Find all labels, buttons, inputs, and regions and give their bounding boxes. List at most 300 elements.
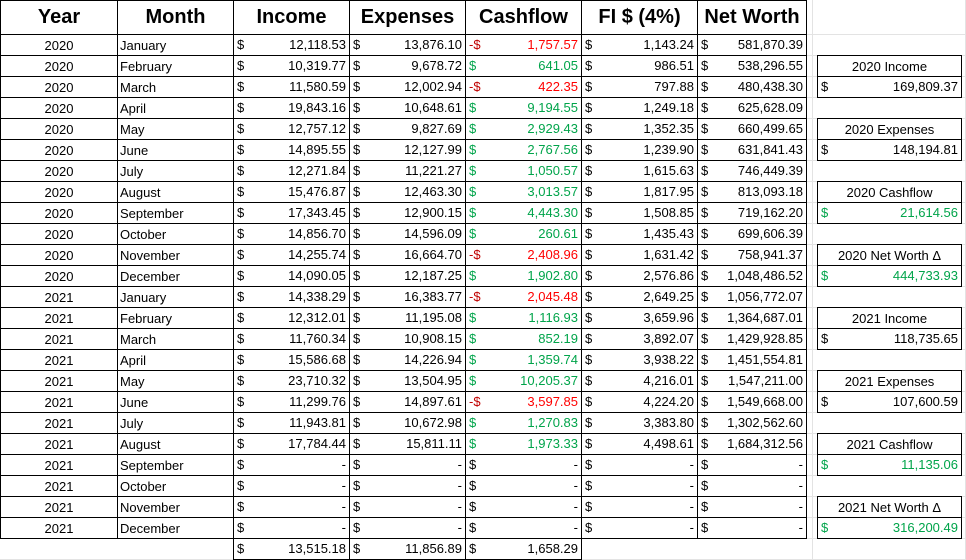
- amount: 1,451,554.81: [727, 352, 803, 367]
- cell-fi[interactable]: [582, 77, 698, 98]
- cell-income[interactable]: [234, 140, 350, 161]
- cell-income[interactable]: [234, 56, 350, 77]
- amount: 1,615.63: [643, 163, 694, 178]
- cell-income[interactable]: [234, 98, 350, 119]
- currency-symbol: $: [353, 331, 361, 346]
- cell-networth[interactable]: [698, 329, 807, 350]
- currency-symbol: -$: [469, 247, 481, 262]
- amount: 14,897.61: [404, 394, 462, 409]
- currency-symbol: $: [701, 415, 709, 430]
- summary-label[interactable]: 2021 Income: [818, 308, 962, 329]
- currency-symbol: $: [701, 226, 709, 241]
- cell-month[interactable]: February: [118, 308, 234, 329]
- amount: 15,476.87: [288, 184, 346, 199]
- cell-networth[interactable]: [698, 119, 807, 140]
- currency-symbol: $: [469, 310, 477, 325]
- cell-year[interactable]: 2020: [1, 224, 118, 245]
- cell-year[interactable]: 2021: [1, 392, 118, 413]
- cell-year[interactable]: 2021: [1, 434, 118, 455]
- currency-symbol: $: [469, 478, 477, 493]
- cell-income[interactable]: [234, 371, 350, 392]
- cell-cashflow[interactable]: [466, 350, 582, 371]
- cell-year[interactable]: 2020: [1, 140, 118, 161]
- amount: 1,973.33: [527, 436, 578, 451]
- cell-cashflow[interactable]: [466, 434, 582, 455]
- cell-networth[interactable]: [698, 245, 807, 266]
- amount: -: [798, 457, 803, 472]
- currency-symbol: $: [469, 415, 477, 430]
- cell-year[interactable]: 2020: [1, 203, 118, 224]
- cell-fi[interactable]: [582, 224, 698, 245]
- table-row: [1, 77, 807, 98]
- cell-income[interactable]: [234, 476, 350, 497]
- cell-month[interactable]: December: [118, 518, 234, 539]
- cell-month[interactable]: January: [118, 35, 234, 56]
- currency-symbol: $: [353, 121, 361, 136]
- cell-fi[interactable]: [582, 476, 698, 497]
- currency-symbol: $: [469, 352, 477, 367]
- cell-networth[interactable]: [698, 182, 807, 203]
- amount: 14,338.29: [288, 289, 346, 304]
- cell-month[interactable]: August: [118, 182, 234, 203]
- cell-income[interactable]: [234, 245, 350, 266]
- currency-symbol: $: [701, 478, 709, 493]
- cell-fi[interactable]: [582, 413, 698, 434]
- cell-expenses[interactable]: [350, 203, 466, 224]
- cell-income[interactable]: [234, 329, 350, 350]
- summary-box: [817, 307, 962, 350]
- cell-expenses[interactable]: [350, 245, 466, 266]
- cell-fi[interactable]: [582, 119, 698, 140]
- summary-label[interactable]: 2020 Income: [818, 56, 962, 77]
- cell-cashflow[interactable]: [466, 392, 582, 413]
- amount: 11,943.81: [289, 415, 346, 430]
- currency-symbol: $: [701, 142, 709, 157]
- cell-month[interactable]: October: [118, 224, 234, 245]
- amount: 2,576.86: [643, 268, 694, 283]
- amount: 10,672.98: [404, 415, 462, 430]
- currency-symbol: $: [585, 79, 593, 94]
- cell-income[interactable]: [234, 350, 350, 371]
- cell-income[interactable]: [234, 413, 350, 434]
- amount: -: [341, 478, 346, 493]
- cell-cashflow[interactable]: [466, 413, 582, 434]
- cell-cashflow[interactable]: [466, 98, 582, 119]
- cell-income[interactable]: [234, 308, 350, 329]
- cell-networth[interactable]: [698, 455, 807, 476]
- cell-month[interactable]: September: [118, 455, 234, 476]
- cell-month[interactable]: March: [118, 329, 234, 350]
- amount: 1,902.80: [527, 268, 578, 283]
- cell-expenses[interactable]: [350, 434, 466, 455]
- currency-symbol: $: [237, 520, 245, 535]
- cell-fi[interactable]: [582, 350, 698, 371]
- cell-cashflow[interactable]: [466, 182, 582, 203]
- cell-month[interactable]: September: [118, 203, 234, 224]
- cell-cashflow[interactable]: [466, 266, 582, 287]
- cell-month[interactable]: February: [118, 56, 234, 77]
- cell-income[interactable]: [234, 518, 350, 539]
- currency-symbol: $: [821, 205, 829, 220]
- currency-symbol: $: [469, 100, 477, 115]
- amount: 11,221.27: [405, 163, 462, 178]
- cell-expenses[interactable]: [350, 455, 466, 476]
- cell-year[interactable]: 2020: [1, 161, 118, 182]
- cell-year[interactable]: 2020: [1, 35, 118, 56]
- amount: 10,319.77: [288, 58, 346, 73]
- currency-symbol: $: [701, 247, 709, 262]
- table-row: [1, 371, 807, 392]
- amount: 1,757.57: [527, 37, 578, 52]
- cell-networth[interactable]: [698, 476, 807, 497]
- cell-fi[interactable]: [582, 245, 698, 266]
- cell-networth[interactable]: [698, 35, 807, 56]
- header-year[interactable]: Year: [1, 1, 118, 35]
- cell-networth[interactable]: [698, 98, 807, 119]
- cell-fi[interactable]: [582, 203, 698, 224]
- cell-fi[interactable]: [582, 371, 698, 392]
- cell-expenses[interactable]: [350, 161, 466, 182]
- currency-symbol: $: [469, 58, 477, 73]
- currency-symbol: $: [701, 394, 709, 409]
- cell-year[interactable]: 2021: [1, 476, 118, 497]
- amount: -: [573, 457, 578, 472]
- currency-symbol: $: [237, 37, 245, 52]
- empty-cell[interactable]: [118, 539, 234, 560]
- currency-symbol: $: [701, 373, 709, 388]
- cell-income[interactable]: [234, 161, 350, 182]
- cell-cashflow[interactable]: [466, 161, 582, 182]
- cell-income[interactable]: [234, 434, 350, 455]
- currency-symbol: $: [353, 79, 361, 94]
- currency-symbol: $: [353, 310, 361, 325]
- cell-fi[interactable]: [582, 56, 698, 77]
- cell-fi[interactable]: [582, 287, 698, 308]
- table-row: [1, 140, 807, 161]
- currency-symbol: $: [585, 436, 593, 451]
- cell-cashflow[interactable]: [466, 119, 582, 140]
- currency-symbol: $: [585, 331, 593, 346]
- cell-fi[interactable]: [582, 518, 698, 539]
- cell-expenses[interactable]: [350, 140, 466, 161]
- cell-expenses[interactable]: [350, 392, 466, 413]
- cell-networth[interactable]: [698, 224, 807, 245]
- cell-expenses[interactable]: [350, 308, 466, 329]
- cell-cashflow[interactable]: [466, 56, 582, 77]
- currency-symbol: $: [237, 142, 245, 157]
- cell-networth[interactable]: [698, 203, 807, 224]
- cell-year[interactable]: 2021: [1, 350, 118, 371]
- cell-cashflow[interactable]: [466, 518, 582, 539]
- avg-expenses[interactable]: [350, 539, 466, 560]
- cell-networth[interactable]: [698, 140, 807, 161]
- cell-networth[interactable]: [698, 77, 807, 98]
- cell-year[interactable]: 2020: [1, 266, 118, 287]
- cell-expenses[interactable]: [350, 119, 466, 140]
- summary-label[interactable]: 2020 Expenses: [818, 119, 962, 140]
- summary-value[interactable]: [818, 329, 962, 350]
- cell-cashflow[interactable]: [466, 497, 582, 518]
- cell-fi[interactable]: [582, 434, 698, 455]
- amount: 11,580.59: [289, 79, 346, 94]
- cell-income[interactable]: [234, 392, 350, 413]
- amount: 11,135.06: [901, 457, 958, 472]
- cell-networth[interactable]: [698, 287, 807, 308]
- cell-year[interactable]: 2021: [1, 413, 118, 434]
- avg-cashflow[interactable]: [466, 539, 582, 560]
- currency-symbol: $: [701, 58, 709, 73]
- summary-value[interactable]: [818, 140, 962, 161]
- cell-month[interactable]: July: [118, 413, 234, 434]
- header-income[interactable]: Income: [234, 1, 350, 35]
- cell-income[interactable]: [234, 497, 350, 518]
- cell-networth[interactable]: [698, 161, 807, 182]
- summary-value[interactable]: [818, 392, 962, 413]
- cell-month[interactable]: April: [118, 98, 234, 119]
- cell-year[interactable]: 2021: [1, 518, 118, 539]
- cell-fi[interactable]: [582, 98, 698, 119]
- currency-symbol: $: [353, 268, 361, 283]
- cell-year[interactable]: 2021: [1, 329, 118, 350]
- cell-expenses[interactable]: [350, 371, 466, 392]
- cell-fi[interactable]: [582, 329, 698, 350]
- cell-networth[interactable]: [698, 308, 807, 329]
- cell-cashflow[interactable]: [466, 329, 582, 350]
- amount: 1,508.85: [643, 205, 694, 220]
- currency-symbol: $: [701, 37, 709, 52]
- empty-cell[interactable]: [1, 539, 118, 560]
- cell-expenses[interactable]: [350, 518, 466, 539]
- currency-symbol: $: [585, 478, 593, 493]
- amount: 719,162.20: [737, 205, 803, 220]
- cell-month[interactable]: October: [118, 476, 234, 497]
- amount: 11,856.89: [405, 541, 462, 556]
- amount: 1,056,772.07: [727, 289, 803, 304]
- amount: 2,649.25: [643, 289, 694, 304]
- summary-label[interactable]: 2020 Cashflow: [818, 182, 962, 203]
- currency-symbol: $: [585, 457, 593, 472]
- currency-symbol: $: [353, 247, 361, 262]
- amount: 12,463.30: [404, 184, 462, 199]
- cell-expenses[interactable]: [350, 77, 466, 98]
- cell-month[interactable]: July: [118, 161, 234, 182]
- cell-expenses[interactable]: [350, 35, 466, 56]
- cell-cashflow[interactable]: [466, 35, 582, 56]
- currency-symbol: $: [585, 520, 593, 535]
- currency-symbol: $: [701, 184, 709, 199]
- currency-symbol: $: [353, 478, 361, 493]
- cell-income[interactable]: [234, 266, 350, 287]
- cell-fi[interactable]: [582, 35, 698, 56]
- currency-symbol: $: [237, 184, 245, 199]
- cell-fi[interactable]: [582, 455, 698, 476]
- cell-year[interactable]: 2021: [1, 287, 118, 308]
- amount: 14,226.94: [404, 352, 462, 367]
- cell-cashflow[interactable]: [466, 245, 582, 266]
- cell-income[interactable]: [234, 35, 350, 56]
- cell-fi[interactable]: [582, 392, 698, 413]
- cell-cashflow[interactable]: [466, 308, 582, 329]
- amount: 4,224.20: [643, 394, 694, 409]
- cell-cashflow[interactable]: [466, 476, 582, 497]
- cell-expenses[interactable]: [350, 476, 466, 497]
- cell-month[interactable]: June: [118, 140, 234, 161]
- summary-value[interactable]: [818, 203, 962, 224]
- cell-networth[interactable]: [698, 266, 807, 287]
- cell-income[interactable]: [234, 182, 350, 203]
- amount: 444,733.93: [892, 268, 958, 283]
- amount: 581,870.39: [737, 37, 803, 52]
- cell-year[interactable]: 2020: [1, 245, 118, 266]
- cell-month[interactable]: June: [118, 392, 234, 413]
- currency-symbol: $: [237, 205, 245, 220]
- summary-value[interactable]: [818, 266, 962, 287]
- cell-month[interactable]: August: [118, 434, 234, 455]
- cell-year[interactable]: 2020: [1, 77, 118, 98]
- cell-year[interactable]: 2020: [1, 98, 118, 119]
- cell-networth[interactable]: [698, 434, 807, 455]
- amount: 11,760.34: [289, 331, 346, 346]
- cell-income[interactable]: [234, 203, 350, 224]
- summary-value[interactable]: [818, 455, 962, 476]
- amount: 758,941.37: [737, 247, 803, 262]
- cell-networth[interactable]: [698, 350, 807, 371]
- cell-income[interactable]: [234, 287, 350, 308]
- currency-symbol: $: [353, 100, 361, 115]
- summary-box: [817, 55, 962, 98]
- empty-cell[interactable]: [698, 539, 807, 560]
- amount: 9,678.72: [411, 58, 462, 73]
- cell-cashflow[interactable]: [466, 203, 582, 224]
- cell-month[interactable]: March: [118, 77, 234, 98]
- cell-expenses[interactable]: [350, 497, 466, 518]
- cell-year[interactable]: 2020: [1, 182, 118, 203]
- header-fi[interactable]: FI $ (4%): [582, 1, 698, 35]
- cell-year[interactable]: 2020: [1, 119, 118, 140]
- cell-cashflow[interactable]: [466, 140, 582, 161]
- cell-cashflow[interactable]: [466, 455, 582, 476]
- cell-expenses[interactable]: [350, 56, 466, 77]
- cell-month[interactable]: May: [118, 371, 234, 392]
- summary-value[interactable]: [818, 77, 962, 98]
- empty-cell[interactable]: [582, 539, 698, 560]
- table-row: [1, 308, 807, 329]
- amount: 746,449.39: [737, 163, 803, 178]
- cell-fi[interactable]: [582, 140, 698, 161]
- currency-symbol: $: [237, 457, 245, 472]
- cell-month[interactable]: May: [118, 119, 234, 140]
- amount: 813,093.18: [737, 184, 803, 199]
- cell-fi[interactable]: [582, 266, 698, 287]
- cell-income[interactable]: [234, 77, 350, 98]
- table-row: [1, 98, 807, 119]
- cell-fi[interactable]: [582, 182, 698, 203]
- summary-label[interactable]: 2021 Expenses: [818, 371, 962, 392]
- cell-year[interactable]: 2021: [1, 497, 118, 518]
- summary-value[interactable]: [818, 518, 962, 539]
- cell-expenses[interactable]: [350, 266, 466, 287]
- currency-symbol: $: [585, 58, 593, 73]
- currency-symbol: $: [469, 373, 477, 388]
- currency-symbol: $: [701, 205, 709, 220]
- cell-expenses[interactable]: [350, 98, 466, 119]
- amount: 1,302,562.60: [727, 415, 803, 430]
- cell-expenses[interactable]: [350, 182, 466, 203]
- cell-expenses[interactable]: [350, 329, 466, 350]
- amount: -: [457, 520, 462, 535]
- header-networth[interactable]: Net Worth: [698, 1, 807, 35]
- cell-income[interactable]: [234, 224, 350, 245]
- currency-symbol: $: [585, 289, 593, 304]
- cell-expenses[interactable]: [350, 350, 466, 371]
- currency-symbol: $: [469, 268, 477, 283]
- cell-expenses[interactable]: [350, 287, 466, 308]
- amount: -: [573, 499, 578, 514]
- header-cashflow[interactable]: Cashflow: [466, 1, 582, 35]
- table-row: [1, 392, 807, 413]
- cell-cashflow[interactable]: [466, 371, 582, 392]
- cell-year[interactable]: 2021: [1, 455, 118, 476]
- summary-label[interactable]: 2021 Net Worth Δ: [818, 497, 962, 518]
- summary-label[interactable]: 2020 Net Worth Δ: [818, 245, 962, 266]
- cell-year[interactable]: 2021: [1, 371, 118, 392]
- cell-month[interactable]: November: [118, 245, 234, 266]
- cell-fi[interactable]: [582, 161, 698, 182]
- cell-networth[interactable]: [698, 497, 807, 518]
- summary-label[interactable]: 2021 Cashflow: [818, 434, 962, 455]
- cell-fi[interactable]: [582, 497, 698, 518]
- cell-month[interactable]: April: [118, 350, 234, 371]
- cell-month[interactable]: January: [118, 287, 234, 308]
- amount: 11,195.08: [405, 310, 462, 325]
- cell-networth[interactable]: [698, 56, 807, 77]
- cell-income[interactable]: [234, 455, 350, 476]
- currency-symbol: $: [469, 226, 477, 241]
- currency-symbol: $: [701, 310, 709, 325]
- cell-month[interactable]: November: [118, 497, 234, 518]
- cell-cashflow[interactable]: [466, 77, 582, 98]
- table-row: [1, 476, 807, 497]
- cell-networth[interactable]: [698, 371, 807, 392]
- cell-networth[interactable]: [698, 518, 807, 539]
- cell-fi[interactable]: [582, 308, 698, 329]
- amount: 625,628.09: [737, 100, 803, 115]
- header-month[interactable]: Month: [118, 1, 234, 35]
- cell-networth[interactable]: [698, 413, 807, 434]
- amount: 1,547,211.00: [728, 373, 803, 388]
- currency-symbol: $: [821, 457, 829, 472]
- currency-symbol: $: [353, 415, 361, 430]
- table-row: [1, 266, 807, 287]
- cell-year[interactable]: 2021: [1, 308, 118, 329]
- cell-expenses[interactable]: [350, 224, 466, 245]
- cell-cashflow[interactable]: [466, 224, 582, 245]
- amount: 13,515.18: [288, 541, 346, 556]
- avg-income[interactable]: [234, 539, 350, 560]
- currency-symbol: $: [353, 289, 361, 304]
- cell-income[interactable]: [234, 119, 350, 140]
- cell-networth[interactable]: [698, 392, 807, 413]
- cell-cashflow[interactable]: [466, 287, 582, 308]
- cell-year[interactable]: 2020: [1, 56, 118, 77]
- cell-month[interactable]: December: [118, 266, 234, 287]
- amount: 641.05: [538, 58, 578, 73]
- header-expenses[interactable]: Expenses: [350, 1, 466, 35]
- cell-expenses[interactable]: [350, 413, 466, 434]
- summary-box: [817, 181, 962, 224]
- table-row: [1, 119, 807, 140]
- currency-symbol: $: [353, 184, 361, 199]
